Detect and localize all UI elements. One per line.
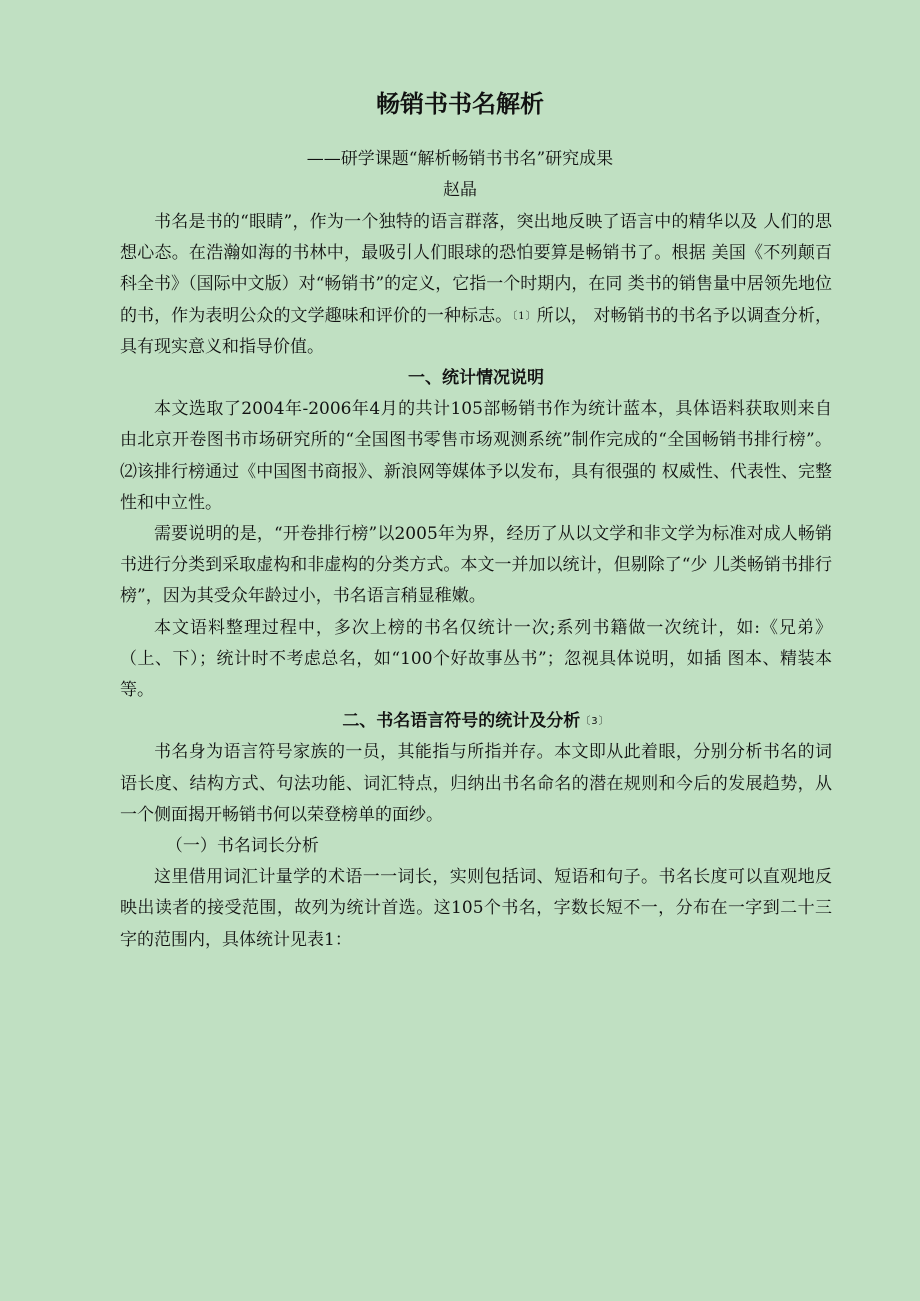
- footnote-ref-1: 〔1〕: [512, 310, 537, 322]
- footnote-ref-3: 〔3〕: [580, 716, 610, 728]
- section-heading-1: 一、统计情况说明: [408, 368, 544, 389]
- paragraph-corpus-source: 本文选取了2004年-2006年4月的共计105部畅销书作为统计蓝本，具体语料获取则来自由北京开卷图书市场研究所的“全国图书零售市场观测系统”制作完成的“全国畅销书排行榜”。⑵该排行榜通过《中国图书商报》、新浪网等媒体予以发布，具有很强的 权威性、代表性、完整性和中立性。: [120, 399, 832, 513]
- intro-paragraph-tail: 所以， 对畅销书的书名予以调查分析，具有现实意义和指导价值。: [120, 305, 832, 357]
- document-body: [120, 207, 832, 956]
- document-subtitle: ——研学课题“解析畅销书书名”研究成果: [306, 149, 614, 169]
- paragraph-analysis-intro: 书名身为语言符号家族的一员，其能指与所指并存。本文即从此着眼，分别分析书名的词语长度、结构方式、句法功能、词汇特点，归纳出书名命名的潜在规则和今后的发展趋势，从一个侧面揭开畅销书何以荣登榜单的面纱。: [120, 742, 832, 825]
- paragraph-word-length: 这里借用词汇计量学的术语一一词长，实则包括词、短语和句子。书名长度可以直观地反映出读者的接受范围，故列为统计首选。这105个书名，字数长短不一，分布在一字到二十三字的范围内，具体统计见表1：: [120, 867, 832, 950]
- document-title: 畅销书书名解析: [376, 90, 544, 118]
- section-heading-2-text: 二、书名语言符号的统计及分析: [342, 711, 581, 732]
- intro-paragraph: [120, 207, 832, 363]
- intro-paragraph-text: 书名是书的“眼睛”，作为一个独特的语言群落，突出地反映了语言中的精华以及 人们的思想心态。在浩瀚如海的书林中，最吸引人们眼球的恐怕要算是畅销书了。根据 美国《不列颠百科全书》（国际中文版）对“畅销书”的定义，它指一个时期内，在同 类书的销售量中居领先地位的书，作为表明公众的文学趣味和评价的一种标志。: [120, 212, 832, 326]
- subsection-heading-1: （一）书名词长分析: [165, 836, 319, 857]
- paragraph-counting-rules: 本文语料整理过程中，多次上榜的书名仅统计一次;系列书籍做一次统计，如:《兄弟》（上、下）；统计时不考虑总名，如“100个好故事丛书”；忽视具体说明，如插 图本、精装本等。: [120, 617, 832, 701]
- paragraph-classification-note: 需要说明的是，“开卷排行榜”以2005年为界，经历了从以文学和非文学为标准对成人畅销书进行分类到采取虚构和非虚构的分类方式。本文一并加以统计，但剔除了“少 儿类畅销书排行榜”，因为其受众年龄过小，书名语言稍显稚嫩。: [120, 524, 832, 607]
- author-name: 赵晶: [443, 180, 477, 200]
- section-heading-2: [120, 706, 832, 737]
